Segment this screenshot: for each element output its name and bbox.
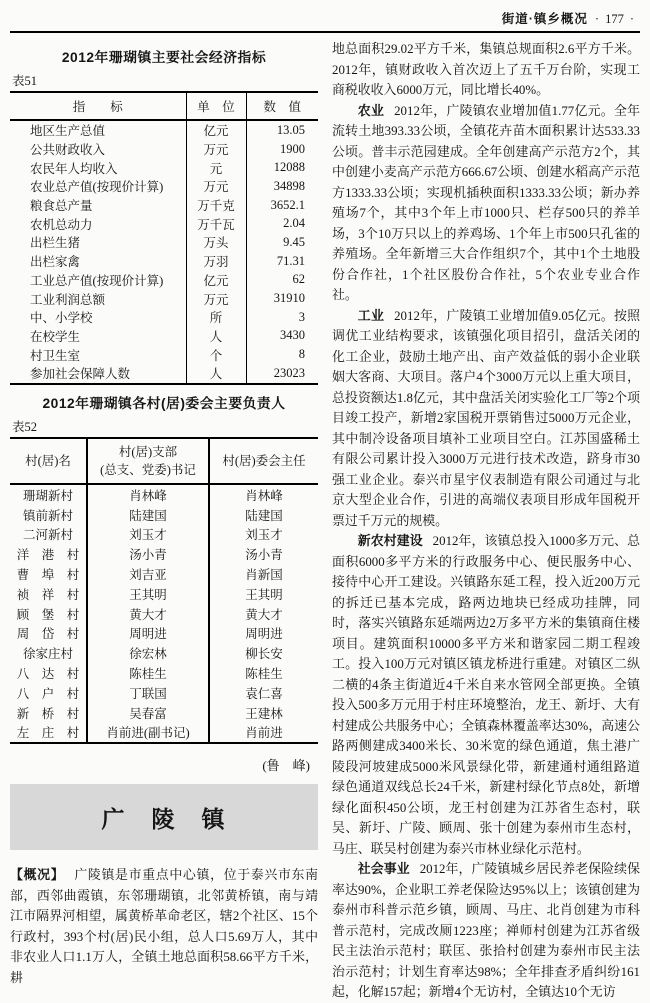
table52-cell-director: 肖前进 xyxy=(209,722,318,743)
table51-cell-unit: 个 xyxy=(186,345,246,364)
table52-header-secretary xyxy=(87,438,209,484)
table52-row xyxy=(10,564,318,584)
paragraph-heading: 社会事业 xyxy=(357,862,410,876)
table51-title: 2012年珊瑚镇主要社会经济指标 xyxy=(61,50,267,65)
table52-header-village: 村(居)名 xyxy=(10,438,87,484)
table52-cell-director: 陆建国 xyxy=(209,505,318,525)
paragraph-heading: 工业 xyxy=(357,308,385,323)
table51-cell-unit: 万元 xyxy=(186,140,246,159)
attribution: (鲁 峰) xyxy=(262,758,310,774)
table51-cell-indicator: 地区生产总值 xyxy=(30,124,106,139)
table51-cell-value: 3430 xyxy=(246,327,318,346)
table51-row xyxy=(10,289,318,308)
table51-cell-indicator: 参加社会保障人数 xyxy=(30,367,131,382)
paragraph-heading: 农业 xyxy=(357,103,385,118)
table52-cell-village: 曹 埠 村 xyxy=(16,567,80,582)
table51-row xyxy=(10,345,318,364)
table52-row xyxy=(10,484,318,505)
table52-header-director: 村(居)委会主任 xyxy=(209,438,318,484)
table51-row xyxy=(10,252,318,271)
table52-cell-secretary: 刘玉才 xyxy=(87,524,209,544)
table52-cell-village: 新 桥 村 xyxy=(16,706,80,721)
content-columns xyxy=(10,39,640,1003)
table52-header-row xyxy=(10,438,318,484)
header-dot-right: · xyxy=(629,12,634,26)
table52-cell-secretary: 黄大才 xyxy=(87,604,209,624)
table52-title: 2012年珊瑚镇各村(居)委会主要负责人 xyxy=(42,395,286,411)
table52-cell-secretary: 刘吉亚 xyxy=(87,564,209,584)
table51-cell-unit: 所 xyxy=(186,308,246,327)
table52-cell-village: 二河新村 xyxy=(22,528,73,543)
table52-cell-village: 镇前新村 xyxy=(22,508,73,523)
table52-cell-director: 汤小青 xyxy=(209,544,318,564)
table51-row xyxy=(10,177,318,196)
table51-cell-indicator: 在校学生 xyxy=(30,329,81,344)
table52-cell-secretary: 周明进 xyxy=(87,623,209,643)
table52-cell-secretary: 陆建国 xyxy=(87,505,209,525)
table51-row xyxy=(10,308,318,327)
table51-cell-indicator: 粮食总产量 xyxy=(30,199,93,214)
table51-cell-indicator: 村卫生室 xyxy=(30,348,81,363)
table51-cell-indicator: 工业利润总额 xyxy=(30,292,106,307)
table52-header-secretary-line1: 村(居)支部 xyxy=(118,444,178,459)
table52-row xyxy=(10,623,318,643)
section-title: 广 陵 镇 xyxy=(101,805,227,832)
table52-cell-secretary: 陈桂生 xyxy=(87,663,209,683)
overview-paragraph xyxy=(10,865,318,988)
paragraph: 农业 2012年，广陵镇农业增加值1.77亿元。全年流转土地393.33公顷，全镇花卉苗木面积累计达533.33公顷。普丰示范园建成。全年创建高产示范方2个，其中创建小麦高产示范方666.67公顷、创建水稻高产示范方1333.33公顷；实现机插秧面积1333.33公顷；新办养殖场7个，其中3个年上市1000只、栏存500只的养羊场，3个10万只以上的养鸡场、1个年上市500只孔雀的养殖场。全年新增三大合作组织7个，其中1个土地股份合作社，1个社区股份合作社，5个农业专业合作社。 xyxy=(332,103,641,302)
table52-row xyxy=(10,604,318,624)
section-title-box xyxy=(10,784,318,850)
table51-cell-indicator: 出栏家禽 xyxy=(30,255,81,270)
header-page-number: 177 xyxy=(605,12,624,26)
table52-row xyxy=(10,584,318,604)
overview-label: 【概况】 xyxy=(10,867,65,883)
table51-cell-value: 12088 xyxy=(246,158,318,177)
table51-header-unit: 单 位 xyxy=(186,92,246,120)
table52-row xyxy=(10,663,318,683)
table51-row xyxy=(10,158,318,177)
table52-row xyxy=(10,703,318,723)
table52-row xyxy=(10,683,318,703)
table51-cell-indicator: 中、小学校 xyxy=(30,311,93,326)
table52-cell-village: 徐家庄村 xyxy=(22,647,73,662)
paragraph: 工业 2012年，广陵镇工业增加值9.05亿元。按照调优工业结构要求，该镇强化项目招引，盘活关闭的化工企业，鼓励土地产出、亩产效益低的弱小企业联姻大客商、大项目。落户4个3000万元以上重大项目，总投资额达1.8亿元，其中盘活关闭实验化工厂等2个项目竣工投产，新增2家国税开票销售过5000万元企业，其中制冷设备项目填补工业项目空白。江苏国盛稀土有限公司累计投入3000万元进行技术改造，跻身市30强工业企业。泰兴市星宇仪表制造有限公司通过与北京大型企业合作，引进的高端仪表项目形成年国税开票过千万元的规模。 xyxy=(332,308,641,528)
table51-cell-indicator: 农民年人均收入 xyxy=(30,161,118,176)
page-header xyxy=(10,6,640,27)
table52-row xyxy=(10,505,318,525)
table51-cell-value: 13.05 xyxy=(246,120,318,140)
table52-label: 表52 xyxy=(12,419,38,434)
table51-row xyxy=(10,120,318,140)
table51-row xyxy=(10,196,318,215)
table52-cell-director: 柳长安 xyxy=(209,643,318,663)
table52-cell-secretary: 吴春富 xyxy=(87,703,209,723)
table52-cell-director: 黄大才 xyxy=(209,604,318,624)
table51-cell-value: 2.04 xyxy=(246,214,318,233)
table51-cell-value: 3652.1 xyxy=(246,196,318,215)
table51-cell-unit: 元 xyxy=(186,158,246,177)
table51-row xyxy=(10,140,318,159)
table51-row xyxy=(10,364,318,384)
table51-cell-indicator: 农业总产值(按现价计算) xyxy=(30,180,164,195)
table52-row xyxy=(10,722,318,743)
table52-cell-village: 祯 祥 村 xyxy=(16,587,80,602)
table51-cell-value: 34898 xyxy=(246,177,318,196)
paragraph: 新农村建设 2012年，该镇总投入1000多万元、总面积6000多平方米的行政服务中心、便民服务中心、接待中心开工建设。兴镇路东延工程，投入近200万元的拆迁已基本完成，路两边地块已经成功挂牌，同时，落实兴镇路东延端两边2万多平方米的集镇商住楼项目。建筑面积10000多平方米和谐家园二期工程竣工。投入100万元对镇区镇龙桥进行重建。对镇区二纵二横的4条主街道近4千米自来水管网全部更换。全镇投入500多万元用于村庄环境整治，龙王、新圩、大有村建成公共服务中心；全镇森林覆盖率达30%，高速公路两侧建成3400米长、30米宽的绿色通道，焦土港广陵段河坡建成5000米风景绿化带，新建通村通组路道绿色通道双线总长24千米，新建村绿化节点8处，新增绿化面积450公顷，龙王村创建为江苏省生态村，联吴、新圩、广陵、顾周、张十创建为泰州市生态村，马庄、联吴村创建为泰兴市林业绿化示范村。 xyxy=(332,534,641,856)
table51-cell-indicator: 公共财政收入 xyxy=(30,143,106,158)
table51-cell-value: 71.31 xyxy=(246,252,318,271)
paragraph: 地总面积29.02平方千米，集镇总规面积2.6平方千米。2012年，镇财政收入首次迈上了五千万台阶，实现工商税收收入6000万元，同比增长40%。 xyxy=(332,42,640,97)
table52-cell-director: 周明进 xyxy=(209,623,318,643)
table52-header-secretary-line2: (总支、党委)书记 xyxy=(100,462,196,477)
table52 xyxy=(10,437,318,745)
table51-cell-value: 1900 xyxy=(246,140,318,159)
table52-cell-village: 八 达 村 xyxy=(16,666,80,681)
table51-cell-value: 62 xyxy=(246,271,318,290)
table52-cell-secretary: 肖林峰 xyxy=(87,484,209,505)
table52-cell-secretary: 肖前进(副书记) xyxy=(87,722,209,743)
table52-row xyxy=(10,524,318,544)
table51-row xyxy=(10,271,318,290)
header-section-title: 街道·镇乡概况 xyxy=(501,12,588,26)
paragraph-heading: 新农村建设 xyxy=(357,534,423,548)
table52-cell-director: 王其明 xyxy=(209,584,318,604)
table51-cell-value: 23023 xyxy=(246,364,318,384)
table52-cell-director: 王建林 xyxy=(209,703,318,723)
table51-cell-unit: 人 xyxy=(186,364,246,384)
table51-cell-unit: 万羽 xyxy=(186,252,246,271)
table52-cell-director: 刘玉才 xyxy=(209,524,318,544)
table51-cell-unit: 万元 xyxy=(186,177,246,196)
table51-cell-indicator: 农机总动力 xyxy=(30,217,93,232)
table52-cell-secretary: 汤小青 xyxy=(87,544,209,564)
header-dot-left: · xyxy=(594,12,600,26)
table52-cell-village: 八 户 村 xyxy=(16,686,80,701)
table51-cell-unit: 万元 xyxy=(186,289,246,308)
table52-cell-secretary: 王其明 xyxy=(87,584,209,604)
header-rule xyxy=(10,31,640,33)
table51-label: 表51 xyxy=(12,74,38,88)
table52-cell-director: 肖林峰 xyxy=(209,484,318,505)
table52-cell-secretary: 丁联国 xyxy=(87,683,209,703)
table52-row xyxy=(10,643,318,663)
table51-cell-value: 8 xyxy=(246,345,318,364)
right-column xyxy=(332,39,640,1003)
table52-cell-director: 陈桂生 xyxy=(209,663,318,683)
table51-cell-unit: 万头 xyxy=(186,233,246,252)
table51-row xyxy=(10,327,318,346)
table51-cell-indicator: 工业总产值(按现价计算) xyxy=(30,273,164,288)
table52-row xyxy=(10,544,318,564)
table51-header-row xyxy=(10,92,318,120)
table51-header-value: 数 值 xyxy=(246,92,318,120)
table51-cell-value: 3 xyxy=(246,308,318,327)
table51 xyxy=(10,91,318,385)
paragraph: 社会事业 2012年，广陵镇城乡居民养老保险续保率达90%，企业职工养老保险达95%以上；该镇创建为泰州市科普示范乡镇，顾周、马庄、北肖创建为市科普示范村，完成改厕1223座；禅师村创建为江苏省级民主法治示范村；联匡、张拾村创建为泰州市民主法治示范村；计划生育率达98%；全年排查矛盾纠纷161起，化解157起；新增4个无访村，全镇达10个无访 xyxy=(332,862,641,999)
table51-cell-unit: 亿元 xyxy=(186,271,246,290)
table51-cell-value: 9.45 xyxy=(246,233,318,252)
table52-cell-director: 肖新国 xyxy=(209,564,318,584)
table51-cell-unit: 人 xyxy=(186,327,246,346)
overview-text: 广陵镇是市重点中心镇，位于泰兴市东南部，西邻曲霞镇，东邻珊瑚镇，北邻黄桥镇，南与靖江市隔界河相望，属黄桥革命老区，辖2个社区、15个行政村，393个村(居)民小组，总人口5.69万人，其中非农业人口1.1万人，全镇土地总面积58.66平方千米，耕 xyxy=(10,868,319,985)
table51-row xyxy=(10,214,318,233)
table51-cell-value: 31910 xyxy=(246,289,318,308)
left-column xyxy=(10,39,318,1003)
table52-cell-village: 周 岱 村 xyxy=(16,627,80,642)
table52-cell-village: 洋 港 村 xyxy=(16,548,80,563)
table51-header-indicator: 指 标 xyxy=(10,92,186,120)
table52-cell-village: 顾 堡 村 xyxy=(16,607,80,622)
table52-cell-director: 袁仁喜 xyxy=(209,683,318,703)
table51-cell-unit: 万千克 xyxy=(186,196,246,215)
header-page-indicator xyxy=(595,12,634,27)
table52-cell-secretary: 徐宏林 xyxy=(87,643,209,663)
table51-cell-unit: 亿元 xyxy=(186,120,246,140)
table52-cell-village: 左 庄 村 xyxy=(16,726,80,741)
table51-row xyxy=(10,233,318,252)
table52-cell-village: 珊瑚新村 xyxy=(22,488,73,503)
table51-cell-indicator: 出栏生猪 xyxy=(30,236,81,251)
table51-cell-unit: 万千瓦 xyxy=(186,214,246,233)
